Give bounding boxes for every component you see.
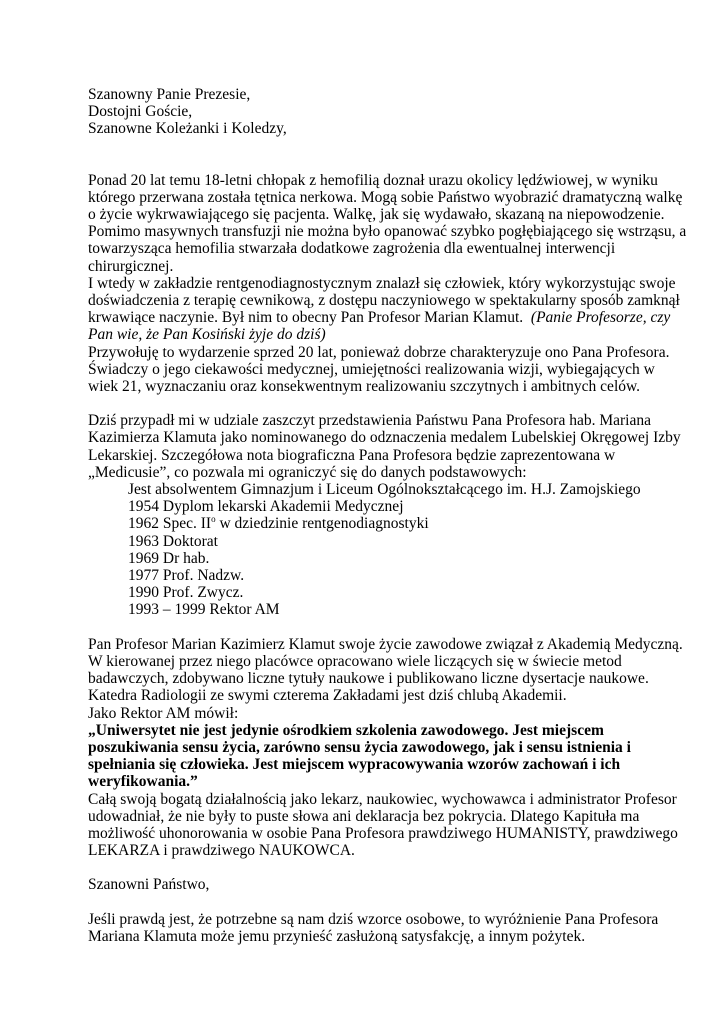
degree-superscript: o: [211, 514, 216, 525]
biography-list: [88, 481, 688, 619]
spacer: [88, 619, 688, 636]
biography-item: 1993 – 1999 Rektor AM: [128, 601, 280, 619]
letter-page: [88, 86, 688, 945]
paragraph-honor: Całą swoją bogatą działalnością jako lekarz, naukowiec, wychowawca i administrator Profesor udowadniał, że nie były to puste słowa ani deklaracja bez pokrycia. Dlatego Kapituła ma możliwość uhonorowania w osobie Pana Profesora prawdziwego HUMANISTY, prawdziwego LEKARZA i prawdziwego NAUKOWCA.: [88, 790, 678, 860]
biography-item-text: w dziedzinie rentgenodiagnostyki: [215, 515, 429, 533]
biography-item: 1954 Dyplom lekarski Akademii Medycznej: [128, 498, 404, 516]
quote-lead: Jako Rektor AM mówił:: [88, 704, 239, 722]
paragraph-intervention: [88, 275, 688, 344]
spacer: [88, 859, 688, 876]
biography-item: 1977 Prof. Nadzw.: [128, 567, 245, 585]
paragraph-hemophilia-story: Ponad 20 lat temu 18-letni chłopak z hemofilią doznał urazu okolicy lędźwiowej, w wyniku którego przerwana została tętnica nerkowa. Mogą sobie Państwo wyobrazić dramatyczną walkę o życie wykrwawiającego się pacjenta. Walkę, jak się wydawało, skazaną na niepowodzenie. Pomimo masywnych transfuzji nie można było opanować szybko pogłębiającego się wstrząsu, a towarzysząca hemofilia stwarzała dodatkowe zagrożenia dla ewentualnej interwencji chirurgicznej.: [88, 171, 687, 275]
biography-item: Jest absolwentem Gimnazjum i Liceum Ogólnokształcącego im. H.J. Zamojskiego: [128, 481, 641, 499]
biography-item: [128, 515, 688, 532]
spacer: [88, 395, 688, 412]
biography-item-text: 1962 Spec. II: [128, 515, 212, 533]
greeting-line: Szanowne Koleżanki i Koledzy,: [88, 120, 287, 138]
biography-item: 1963 Doktorat: [128, 532, 218, 550]
aside-remark: (Panie Profesorze, czy Pan wie, że Pan Kosiński żyje do dziś): [88, 309, 671, 344]
biography-item: 1969 Dr hab.: [128, 549, 210, 567]
spacer: [88, 138, 688, 172]
rector-quote: „Uniwersytet nie jest jedynie ośrodkiem szkolenia zawodowego. Jest miejscem poszukiwania sensu życia, zarówno sensu życia zawodowego, jak i sensu istnienia i spełniania się człowieka. Jest miejscem wypracowywania wzorów zachowań i ich weryfikowania.”: [88, 721, 631, 791]
spacer: [88, 894, 688, 911]
paragraph-intervention-text: I wtedy w zakładzie rentgenodiagnostycznym znalazł się człowiek, który wykorzystując swoje doświadczenia z terapię cewnikową, z dostępu naczyniowego w spektakularny sposób zamknął krwawiące naczynie. Był nim to obecny Pan Profesor Marian Klamut.: [88, 274, 680, 327]
greeting-line: Dostojni Goście,: [88, 103, 193, 121]
greeting-line: Szanowny Panie Prezesie,: [88, 86, 251, 103]
paragraph-final: Jeśli prawdą jest, że potrzebne są nam dziś wzorce osobowe, to wyróżnienie Pana Profesora Mariana Klamuta może jemu przynieść zasłużoną satysfakcję, a innym pożytek.: [88, 910, 659, 945]
paragraph-career: Pan Profesor Marian Kazimierz Klamut swoje życie zawodowe związał z Akademią Medyczną. W kierowanej przez niego placówce opracowano wiele liczących się w świecie metod badawczych, zdobywano liczne tytuły naukowe i publikowano liczne dysertacje naukowe. Katedra Radiologii ze swymi czterema Zakładami jest dziś chlubą Akademii.: [88, 635, 683, 705]
paragraph-characterization: Przywołuję to wydarzenie sprzed 20 lat, ponieważ dobrze charakteryzuje ono Pana Profesora. Świadczy o jego ciekawości medycznej, umiejętności realizowania wizji, wybiegających w wiek 21, wyznaczaniu oraz konsekwentnym realizowaniu szczytnych i ambitnych celów.: [88, 343, 670, 396]
closing-salutation: Szanowni Państwo,: [88, 876, 210, 894]
biography-item: 1990 Prof. Zwycz.: [128, 584, 244, 602]
paragraph-nomination: Dziś przypadł mi w udziale zaszczyt przedstawienia Państwu Pana Profesora hab. Mariana Kazimierza Klamuta jako nominowanego do odznaczenia medalem Lubelskiej Okręgowej Izby Lekarskiej. Szczegółowa nota biograficzna Pana Profesora będzie zaprezentowana w „Medicusie”, co pozwala mi ograniczyć się do danych podstawowych:: [88, 412, 681, 481]
